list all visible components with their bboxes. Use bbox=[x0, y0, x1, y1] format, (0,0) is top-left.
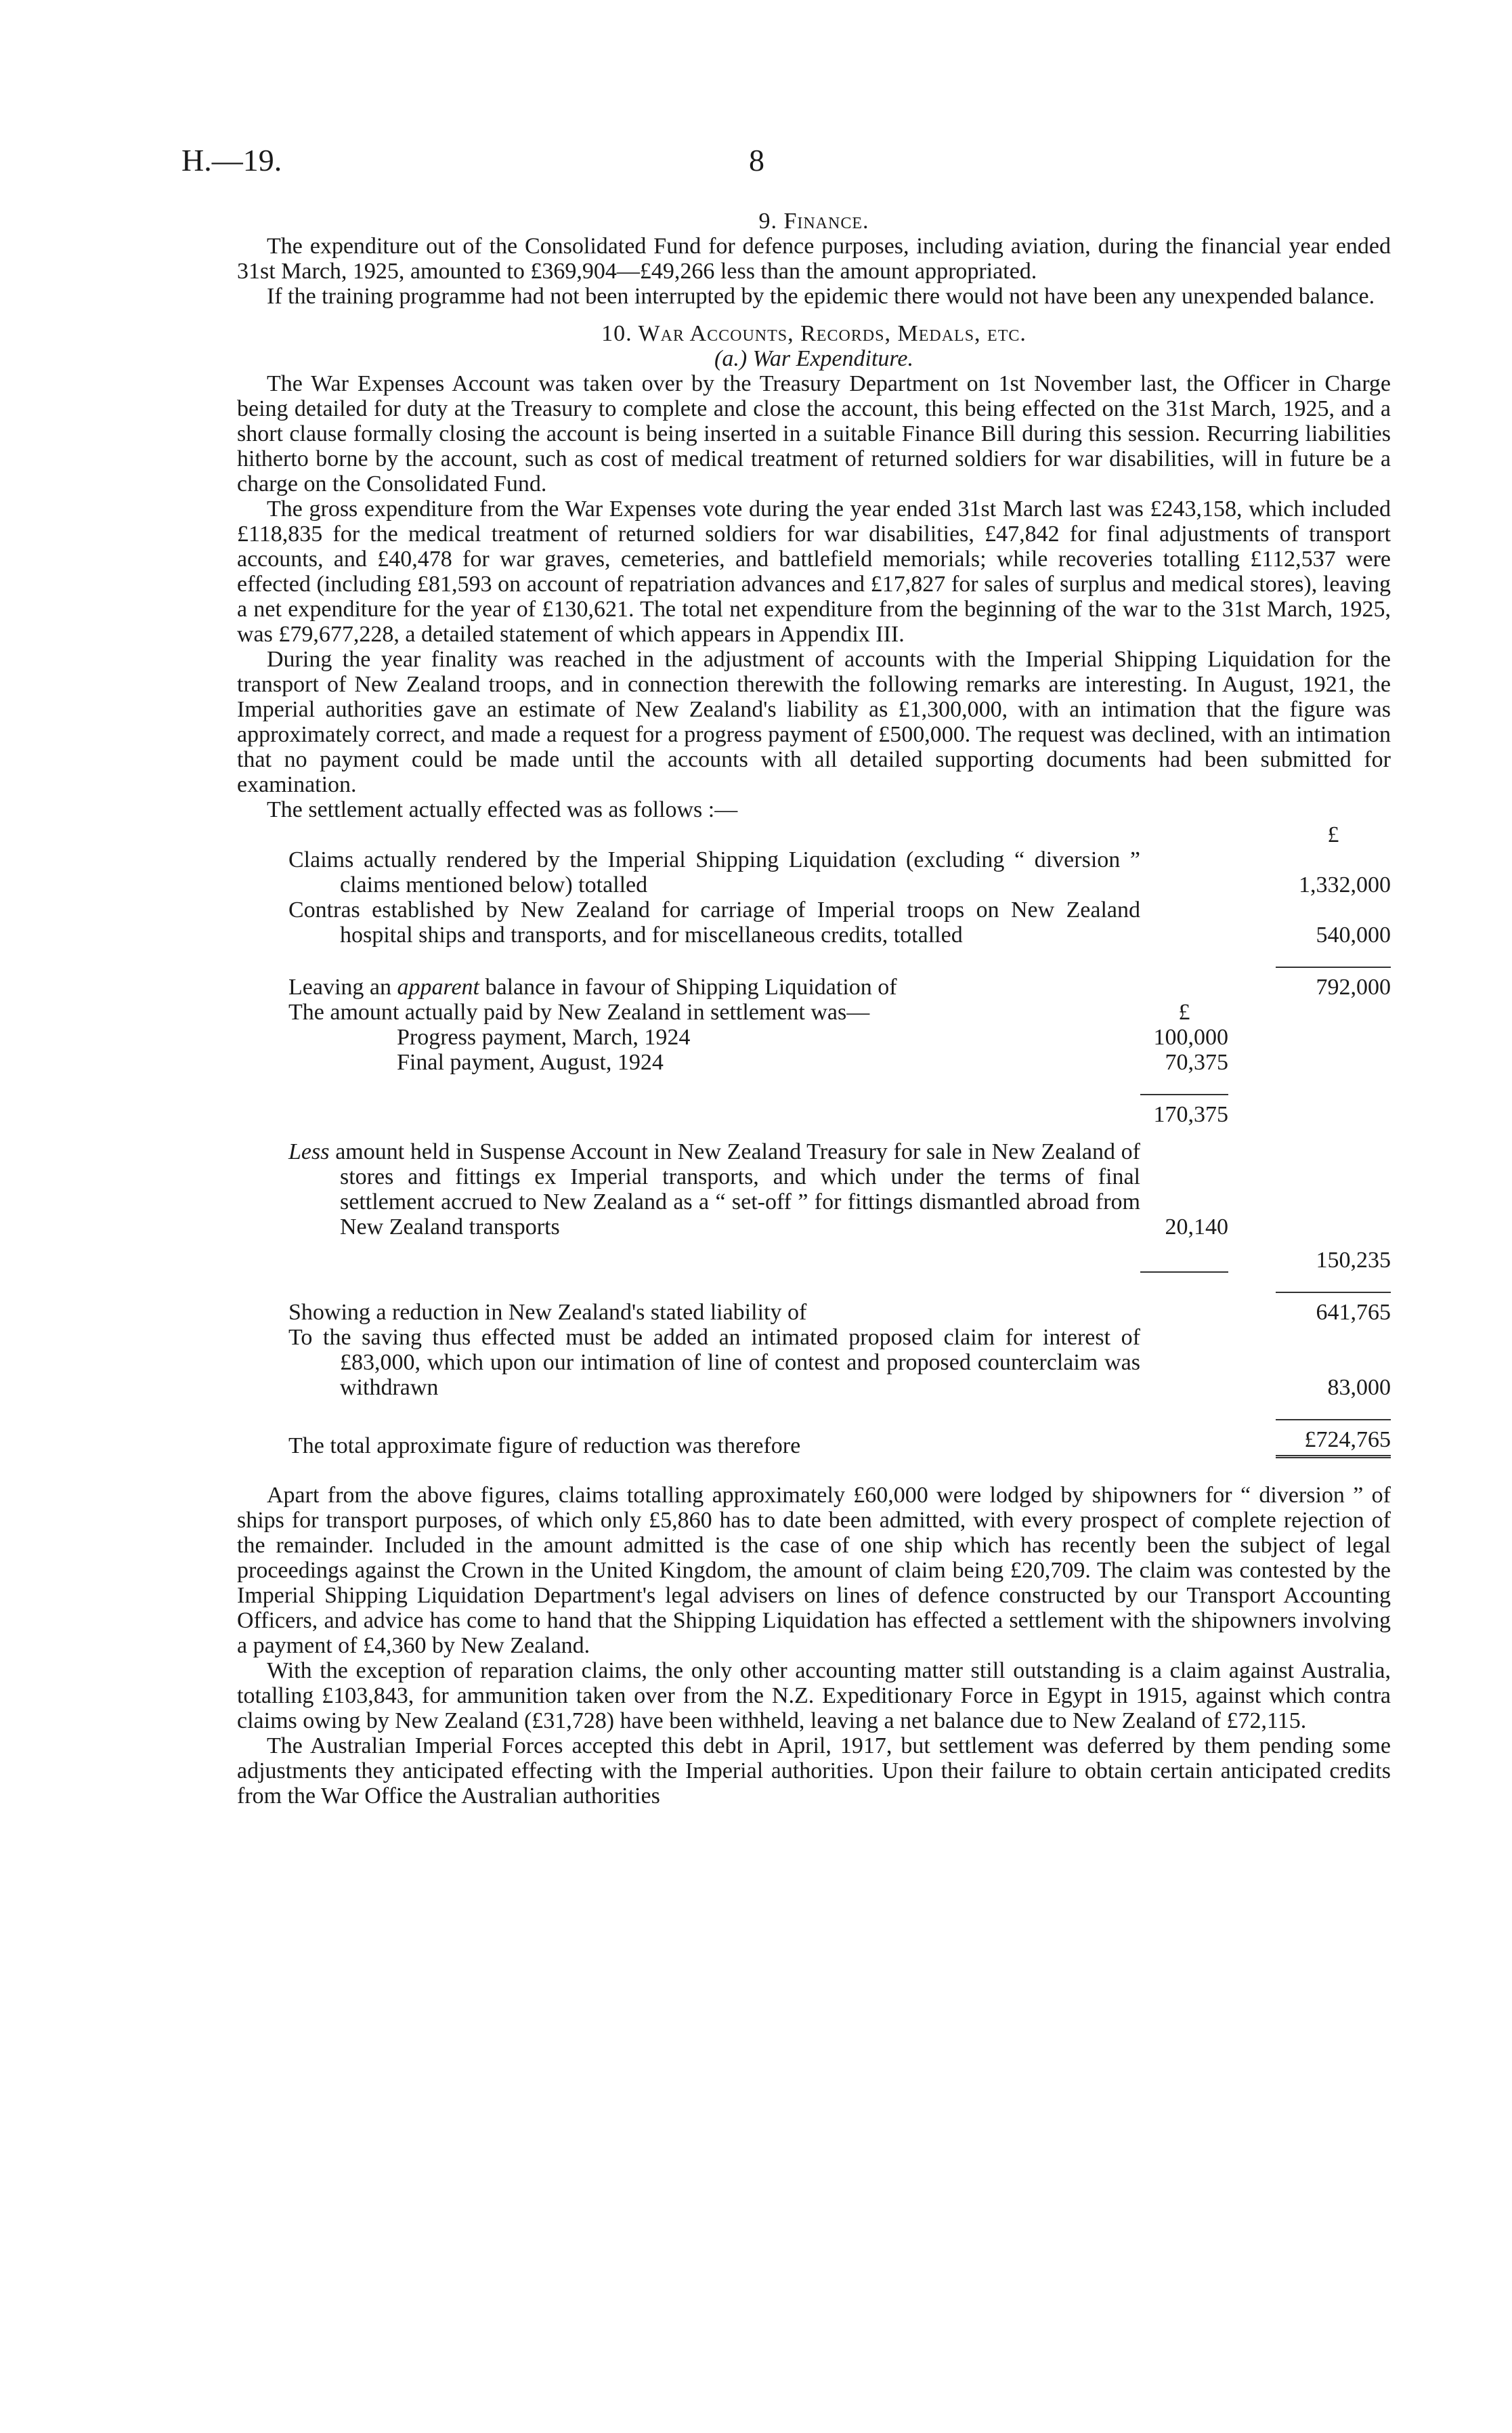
war-expenditure-subheading: (a.) War Expenditure. bbox=[714, 346, 913, 371]
closing-paragraph-2: With the exception of reparation claims, the only other accounting matter still outstanding is a claim against Australia, totalling £103,843, for ammunition taken over from the N.Z. Expeditionary Force in Egypt in 1915, against which contra claims owing by New Zealand (£31,728) have been withheld, leaving a net balance due to New Zealand of £72,115. bbox=[237, 1658, 1391, 1733]
apparent-emphasis: apparent bbox=[397, 975, 480, 1000]
saving-row bbox=[288, 1325, 1391, 1400]
report-code: H.—19. bbox=[181, 143, 282, 177]
contras-amount: 540,000 bbox=[1316, 923, 1391, 948]
progress-payment-amount: 100,000 bbox=[1153, 1025, 1228, 1050]
total-reduction-row bbox=[288, 1419, 1391, 1458]
closing-paragraph-1: Apart from the above figures, claims totalling approximately £60,000 were lodged by shipowners for “ diversion ” of ships for transport purposes, of which only £5,860 has to date been admitted, with every prospect of complete rejection of the remainder. Included in the amount admitted is the case of one ship which has recently been the subject of legal proceedings against the Crown in the United Kingdom, the amount of claim being £20,709. The claim was contested by the Imperial Shipping Liquidation Department's legal advisers on lines of defence constructed by our Transport Accounting Officers, and advice has come to hand that the Shipping Liquidation has effected a settlement with the shipowners involving a payment of £4,360 by New Zealand. bbox=[237, 1483, 1391, 1658]
war-paragraph-3: During the year finality was reached in the adjustment of accounts with the Imperial Shipping Liquidation for the transport of New Zealand troops, and in connection therewith the following remarks are interesting. In August, 1921, the Imperial authorities gave an estimate of New Zealand's liability as £1,300,000, with an intimation that the figure was approximately correct, and made a request for a progress payment of £500,000. The request was declined, with an intimation that no payment could be made until the accounts with all detailed supporting documents had been submitted for examination. bbox=[237, 647, 1391, 797]
contras-description: Contras established by New Zealand for carriage of Imperial troops on New Zealand hospital ships and transports, and for miscellaneous credits, totalled bbox=[288, 897, 1140, 948]
paid-heading-row bbox=[288, 1000, 1391, 1025]
reduction-description: Showing a reduction in New Zealand's stated liability of bbox=[288, 1300, 807, 1325]
settlement-intro: The settlement actually effected was as follows :— bbox=[267, 797, 738, 822]
less-suspense-description bbox=[288, 1139, 1140, 1240]
progress-payment-row bbox=[288, 1025, 1391, 1050]
saving-amount: 83,000 bbox=[1327, 1375, 1391, 1400]
less-emphasis: Less bbox=[288, 1139, 330, 1164]
pound-column-heading: £ bbox=[1327, 822, 1339, 847]
finance-paragraph-1: The expenditure out of the Consolidated Fund for defence purposes, including aviation, during the financial year ended 31st March, 1925, amounted to £369,904—£49,266 less than the amount appropriated. bbox=[237, 234, 1391, 284]
settlement-ledger bbox=[288, 822, 1391, 1458]
apparent-balance-row bbox=[288, 967, 1391, 1000]
closing-paragraph-3: The Australian Imperial Forces accepted this debt in April, 1917, but settlement was deferred by them pending some adjustments they anticipated effecting with the Imperial authorities. Upon their failure to obtain certain anticipated credits from the War Office the Australian authorities bbox=[237, 1733, 1391, 1808]
total-reduction-description: The total approximate figure of reduction was therefore bbox=[288, 1433, 801, 1458]
war-accounts-heading: 10. War Accounts, Records, Medals, etc. bbox=[601, 321, 1027, 346]
war-paragraph-1: The War Expenses Account was taken over by the Treasury Department on 1st November last, the Officer in Charge being detailed for duty at the Treasury to complete and close the account, this being effected on the 31st March, 1925, and a short clause formally closing the account is being inserted in a suitable Finance Bill during this session. Recurring liabilities hitherto borne by the account, such as cost of medical treatment of returned soldiers for war disabilities, will in future be a charge on the Consolidated Fund. bbox=[237, 371, 1391, 496]
apparent-suffix: balance in favour of Shipping Liquidation of bbox=[485, 975, 897, 1000]
paid-total-amount: 170,375 bbox=[1140, 1094, 1228, 1127]
finance-heading: 9. Finance. bbox=[758, 209, 869, 234]
contras-row bbox=[288, 897, 1391, 948]
less-suspense-amount: 20,140 bbox=[1165, 1214, 1228, 1240]
net-paid-row bbox=[288, 1240, 1391, 1273]
less-text: amount held in Suspense Account in New Zealand Treasury for sale in New Zealand of stores and fittings ex Imperial transports, and which under the terms of final settlement accrued to New Zealand as a “ set-off ” for fittings dismantled abroad from New Zealand transports bbox=[335, 1139, 1141, 1240]
war-paragraph-2: The gross expenditure from the War Expenses vote during the year ended 31st March last was £243,158, which included £118,835 for the medical treatment of returned soldiers for war disabilities, £47,842 for final adjustments of transport accounts, and £40,478 for war graves, cemeteries, and battlefield memorials; while recoveries totalling £112,537 were effected (including £81,593 on account of repatriation advances and £17,827 for sales of surplus and medical stores), leaving a net expenditure for the year of £130,621. The total net expenditure from the beginning of the war to the 31st March, 1925, was £79,677,228, a detailed statement of which appears in Appendix III. bbox=[237, 496, 1391, 647]
net-paid-amount: 150,235 bbox=[1316, 1248, 1391, 1273]
page-number: 8 bbox=[749, 143, 764, 177]
claims-amount: 1,332,000 bbox=[1299, 872, 1391, 897]
reduction-row bbox=[288, 1292, 1391, 1325]
claims-description: Claims actually rendered by the Imperial Shipping Liquidation (excluding “ diversion ” claims mentioned below) totalled bbox=[288, 847, 1140, 897]
total-reduction-amount: £724,765 bbox=[1276, 1419, 1391, 1458]
finance-paragraph-2: If the training programme had not been interrupted by the epidemic there would not have been any unexpended balance. bbox=[267, 284, 1375, 309]
document-body bbox=[237, 209, 1391, 1808]
final-payment-description: Final payment, August, 1924 bbox=[397, 1050, 664, 1075]
pound-sub-column-heading: £ bbox=[1178, 1000, 1190, 1025]
paid-total-row bbox=[288, 1094, 1391, 1127]
claims-row bbox=[288, 847, 1391, 897]
final-payment-amount: 70,375 bbox=[1165, 1050, 1228, 1075]
progress-payment-description: Progress payment, March, 1924 bbox=[397, 1025, 691, 1050]
paid-description: The amount actually paid by New Zealand in settlement was— bbox=[288, 1000, 870, 1025]
saving-description: To the saving thus effected must be added an intimated proposed claim for interest of £83,000, which upon our intimation of line of contest and proposed counterclaim was withdrawn bbox=[288, 1325, 1140, 1400]
apparent-balance-amount: 792,000 bbox=[1276, 967, 1391, 1000]
apparent-prefix: Leaving an bbox=[288, 975, 391, 1000]
final-payment-row bbox=[288, 1050, 1391, 1075]
reduction-amount: 641,765 bbox=[1276, 1292, 1391, 1325]
less-suspense-row bbox=[288, 1139, 1391, 1240]
